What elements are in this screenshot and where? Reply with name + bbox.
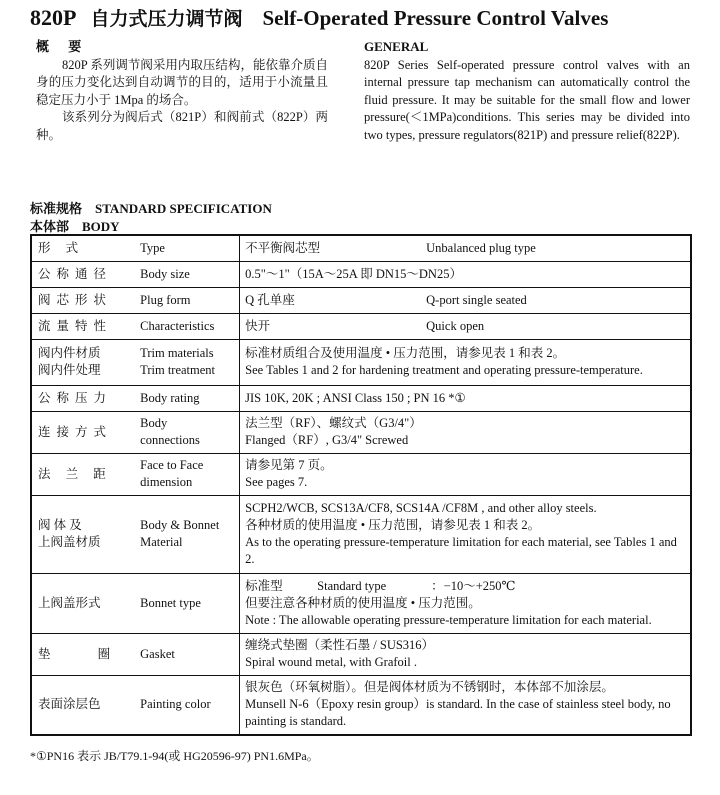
- table-row: [31, 385, 691, 411]
- row-label-en: Body rating: [136, 385, 240, 411]
- row-label-zh: 公称压力: [31, 385, 136, 411]
- row-label-en: Face to Face dimension: [136, 453, 240, 495]
- overview-para-zh-2: 该系列分为阀后式（821P）和阀前式（822P）两种。: [36, 110, 328, 142]
- overview-heading-en: GENERAL: [364, 39, 429, 54]
- row-label-en: Body connections: [136, 411, 240, 453]
- row-value: 标准型 Standard type ：−10～+250℃ 但要注意各种材质的使用温度 • 压力范围。 Note : The allowable operating pressure-temperature limitation for each material.: [240, 573, 691, 633]
- row-value: 标准材质组合及使用温度 • 压力范围，请参见表 1 和表 2。 See Tables 1 and 2 for hardening treatment and operating pressure-temperature.: [240, 339, 691, 385]
- table-row: [31, 411, 691, 453]
- row-label-en: Bonnet type: [136, 573, 240, 633]
- row-value: 快开 Quick open: [240, 313, 691, 339]
- row-value: 缠绕式垫圈（柔性石墨 / SUS316） Spiral wound metal, with Grafoil .: [240, 633, 691, 675]
- row-label-zh: 阀 体 及 上阀盖材质: [31, 495, 136, 573]
- table-row: [31, 313, 691, 339]
- row-value: 不平衡阀芯型 Unbalanced plug type: [240, 235, 691, 261]
- table-row: [31, 235, 691, 261]
- table-row: [31, 261, 691, 287]
- overview-para-en: 820P Series Self-operated pressure control valves with an internal pressure tap mechanism can automatically control the fluid pressure. It may be suitable for the small flow and lower pressure(＜1MPa)conditions. This series may be divided into two types, pressure regulators(821P) and pressure relief(822P).: [364, 57, 690, 142]
- row-value: Q 孔单座 Q-port single seated: [240, 287, 691, 313]
- table-row: [31, 287, 691, 313]
- row-label-zh: 上阀盖形式: [31, 573, 136, 633]
- row-label-en: Body & Bonnet Material: [136, 495, 240, 573]
- spec-heading: 标准规格 STANDARD SPECIFICATION: [30, 201, 272, 216]
- table-row: [31, 675, 691, 735]
- row-label-zh: 公称通径: [31, 261, 136, 287]
- table-row: [31, 495, 691, 573]
- row-label-zh: 连接方式: [31, 411, 136, 453]
- row-value: SCPH2/WCB, SCS13A/CF8, SCS14A /CF8M , and other alloy steels. 各种材质的使用温度 • 压力范围，请参见表 1 和表 2。 As to the operating pressure-temperature limitation for each material, see Tables 1 and 2.: [240, 495, 691, 573]
- table-row: [31, 339, 691, 385]
- row-label-en: Painting color: [136, 675, 240, 735]
- row-label-zh: 流量特性: [31, 313, 136, 339]
- row-label-zh: 表面涂层色: [31, 675, 136, 735]
- model-number: 820P: [30, 5, 77, 30]
- row-value: 0.5"～1"（15A～25A 即 DN15～DN25）: [240, 261, 691, 287]
- title-english: Self-Operated Pressure Control Valves: [262, 6, 609, 30]
- row-label-zh: 阀内件材质 阀内件处理: [31, 339, 136, 385]
- row-label-zh: 阀芯形状: [31, 287, 136, 313]
- row-label-zh: 形 式: [31, 235, 136, 261]
- row-label-zh: 垫 圈: [31, 633, 136, 675]
- title-chinese: 自力式压力调节阀: [90, 9, 243, 30]
- row-value: JIS 10K, 20K ; ANSI Class 150 ; PN 16 *①: [240, 385, 691, 411]
- spec-table: [30, 234, 692, 736]
- row-label-en: Characteristics: [136, 313, 240, 339]
- row-label-en: Body size: [136, 261, 240, 287]
- overview-chinese: [36, 38, 328, 144]
- overview-english: [364, 38, 690, 144]
- overview-para-zh-1: 820P 系列调节阀采用内取压结构，能依靠介质自身的压力变化达到自动调节的目的，适用于小流量且稳定压力小于 1Mpa 的场合。: [36, 57, 328, 107]
- row-value: 银灰色（环氧树脂）。但是阀体材质为不锈钢时，本体部不加涂层。 Munsell N-6（Epoxy resin group）is standard. In the case of stainless steel body, no painting is standard.: [240, 675, 691, 735]
- overview-heading-zh: 概 要: [36, 39, 90, 54]
- table-row: [31, 453, 691, 495]
- table-row: [31, 633, 691, 675]
- row-label-en: Plug form: [136, 287, 240, 313]
- row-value: 法兰型（RF）、螺纹式（G3/4"） Flanged（RF）, G3/4" Screwed: [240, 411, 691, 453]
- row-label-zh: 法 兰 距: [31, 453, 136, 495]
- row-value: 请参见第 7 页。 See pages 7.: [240, 453, 691, 495]
- row-label-en: Type: [136, 235, 240, 261]
- footnote: *①PN16 表示 JB/T79.1-94(或 HG20596-97) PN1.6MPa。: [30, 749, 319, 763]
- row-label-en: Gasket: [136, 633, 240, 675]
- body-heading: 本体部 BODY: [30, 219, 120, 234]
- row-label-en: Trim materials Trim treatment: [136, 339, 240, 385]
- page-title: [30, 4, 608, 31]
- table-row: [31, 573, 691, 633]
